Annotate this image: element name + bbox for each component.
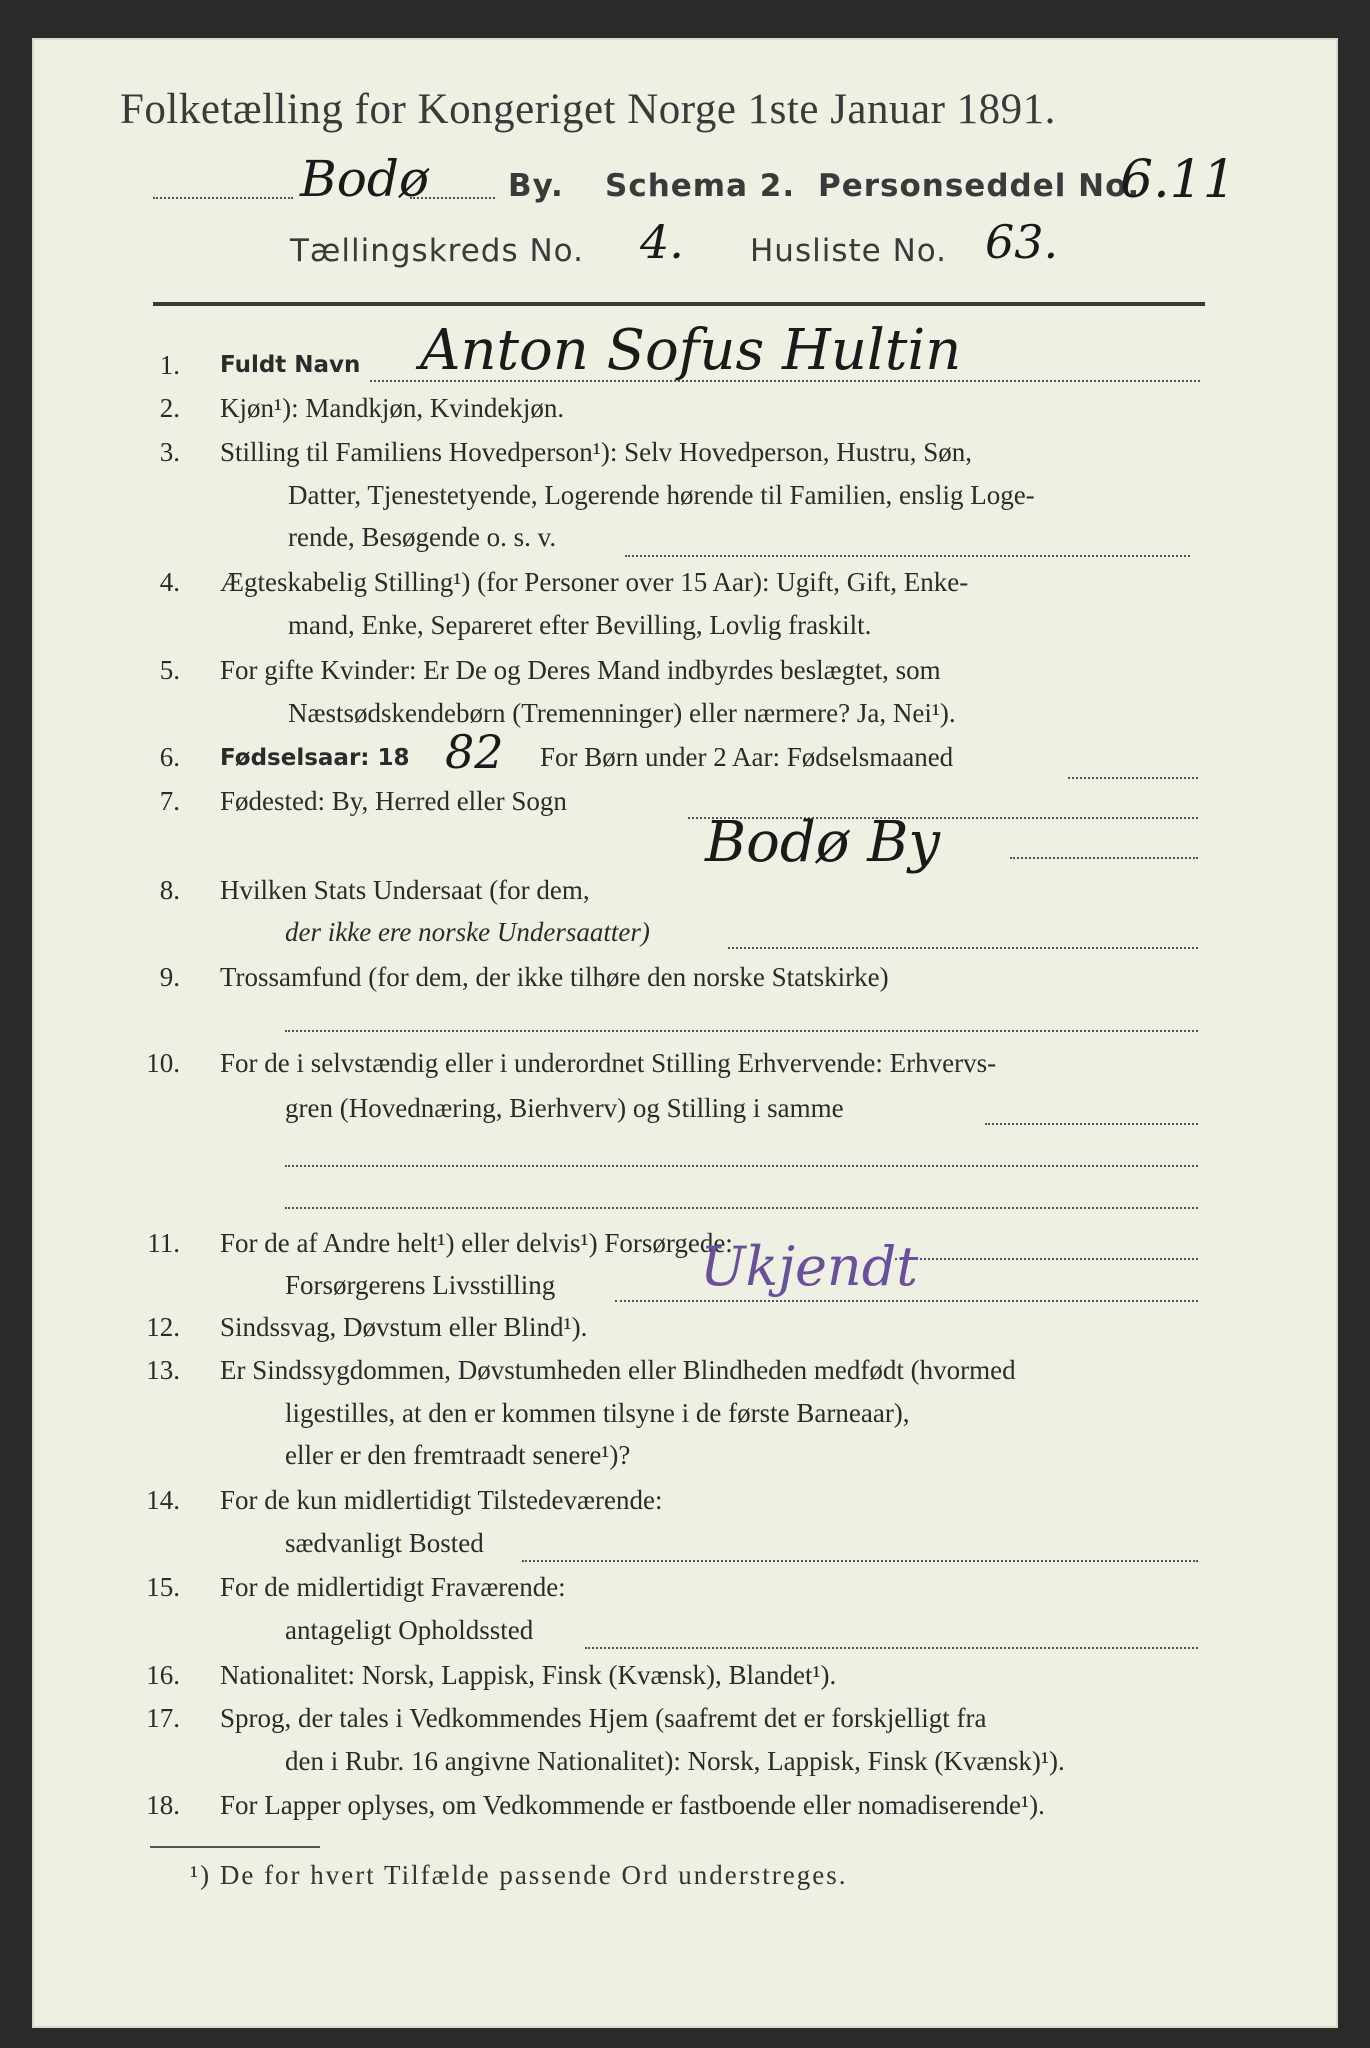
item-14-number: 14.: [146, 1485, 180, 1515]
item-8-number: 8.: [159, 875, 180, 905]
place-handwritten: Bodø: [300, 150, 429, 208]
item-6-number: 6.: [159, 742, 180, 772]
item-1-label: Fuldt Navn: [220, 352, 361, 378]
item-4-number: 4.: [159, 567, 180, 597]
item-15-number: 15.: [146, 1572, 180, 1602]
item-3-number: 3.: [159, 437, 180, 467]
item-13-cont-2: eller er den fremtraadt senere¹)?: [285, 1440, 631, 1470]
item-18-text: For Lapper oplyses, om Vedkommende er fastboende eller nomadiserende¹).: [220, 1790, 1045, 1820]
item-16-text: Nationalitet: Norsk, Lappisk, Finsk (Kvænsk), Blandet¹).: [220, 1660, 837, 1690]
item-12-number: 12.: [146, 1312, 180, 1342]
item-6-text2: For Børn under 2 Aar: Fødselsmaaned: [540, 742, 954, 772]
item-15-text: For de midlertidigt Fraværende:: [220, 1572, 566, 1602]
item-11-text: For de af Andre helt¹) eller delvis¹) Forsørgede:: [220, 1228, 733, 1258]
item-17-number: 17.: [146, 1703, 180, 1733]
personseddel-label: Personseddel No.: [818, 168, 1141, 204]
item-9-number: 9.: [159, 962, 180, 992]
husliste-number: 63.: [985, 215, 1059, 269]
item-14-cont-1: sædvanligt Bosted: [285, 1528, 484, 1558]
item-10-cont-1: gren (Hovednæring, Bierhverv) og Stilling i samme: [285, 1093, 844, 1123]
item-5-text: For gifte Kvinder: Er De og Deres Mand indbyrdes beslægtet, som: [220, 655, 941, 685]
item-4-cont-1: mand, Enke, Separeret efter Bevilling, Lovlig fraskilt.: [288, 610, 872, 640]
item-12-text: Sindssvag, Døvstum eller Blind¹).: [220, 1312, 588, 1342]
item-8-text: Hvilken Stats Undersaat (for dem,: [220, 875, 590, 905]
kreds-label: Tællingskreds No.: [290, 233, 584, 269]
item-14-text: For de kun midlertidigt Tilstedeværende:: [220, 1485, 663, 1515]
item-7-number: 7.: [159, 786, 180, 816]
item-10-number: 10.: [146, 1048, 180, 1078]
item-10-text: For de i selvstændig eller i underordnet Stilling Erhvervende: Erhvervs-: [220, 1048, 997, 1078]
form-title: Folketælling for Kongeriget Norge 1ste Januar 1891.: [120, 86, 1056, 133]
item-1-number: 1.: [159, 350, 180, 380]
item-11-cont-1: Forsørgerens Livsstilling: [285, 1270, 556, 1300]
item-13-cont-1: ligestilles, at den er kommen tilsyne i de første Barneaar),: [285, 1398, 910, 1428]
item-2-text: Kjøn¹): Mandkjøn, Kvindekjøn.: [220, 393, 565, 423]
item-18-number: 18.: [146, 1790, 180, 1820]
item-4-text: Ægteskabelig Stilling¹) (for Personer over 15 Aar): Ugift, Gift, Enke-: [220, 567, 969, 597]
item-11-answer: Ukjendt: [700, 1235, 918, 1298]
item-3-text: Stilling til Familiens Hovedperson¹): Selv Hovedperson, Hustru, Søn,: [220, 437, 973, 467]
item-17-text: Sprog, der tales i Vedkommendes Hjem (saafremt det er forskjelligt fra: [220, 1703, 987, 1733]
item-8-cont-1: der ikke ere norske Undersaatter): [285, 917, 650, 947]
header-rule: [153, 302, 1205, 306]
husliste-label: Husliste No.: [750, 233, 948, 269]
item-13-text: Er Sindssygdommen, Døvstumheden eller Blindheden medfødt (hvormed: [220, 1355, 1016, 1385]
item-7-answer: Bodø By: [705, 810, 941, 875]
item-17-cont-1: den i Rubr. 16 angivne Nationalitet): Norsk, Lappisk, Finsk (Kvænsk)¹).: [285, 1746, 1065, 1776]
item-5-number: 5.: [159, 655, 180, 685]
item-6-text: Fødselsaar: 18: [220, 745, 410, 771]
personseddel-number: 6.11: [1120, 150, 1236, 210]
item-7-text: Fødested: By, Herred eller Sogn: [220, 786, 567, 816]
footnote: ¹) De for hvert Tilfælde passende Ord understreges.: [190, 1860, 848, 1890]
item-3-cont-2: rende, Besøgende o. s. v.: [288, 522, 557, 552]
kreds-number: 4.: [640, 215, 684, 269]
schema-label: Schema 2.: [605, 168, 796, 204]
item-6-answer: 82: [445, 725, 504, 779]
item-9-text: Trossamfund (for dem, der ikke tilhøre den norske Statskirke): [220, 962, 889, 992]
item-1-answer: Anton Sofus Hultin: [420, 318, 962, 383]
item-2-number: 2.: [159, 393, 180, 423]
item-11-number: 11.: [147, 1228, 180, 1258]
item-16-number: 16.: [146, 1660, 180, 1690]
by-label: By.: [508, 168, 564, 204]
item-3-cont-1: Datter, Tjenestetyende, Logerende hørende til Familien, enslig Loge-: [288, 480, 1035, 510]
footnote-rule: [150, 1846, 320, 1848]
item-13-number: 13.: [146, 1355, 180, 1385]
item-15-cont-1: antageligt Opholdssted: [285, 1615, 534, 1645]
item-5-cont-1: Næstsødskendebørn (Tremenninger) eller nærmere? Ja, Nei¹).: [288, 698, 956, 728]
